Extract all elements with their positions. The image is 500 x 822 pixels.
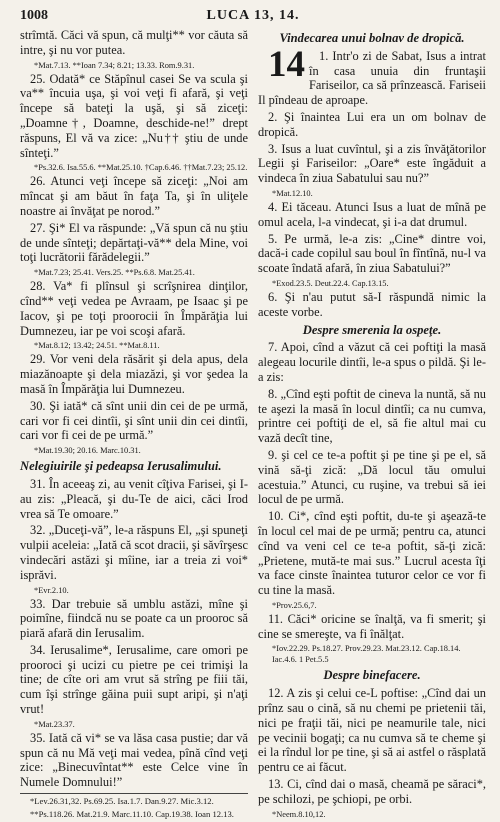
verse-28: 28. Va* fi plînsul şi scrîşnirea dinţilor, cînd** veţi vedea pe Avraam, pe Isaac şi pe Iacov, şi pe toţi proorocii în Împărăţia lui Dumnezeu, iar pe voi scoşi afară. [20,279,248,338]
verse-2: 2. Şi înaintea Lui era un om bolnav de dropică. [258,109,486,139]
verse-30: 30. Şi iată* că sînt unii din cei de pe urmă, cari vor fi cei dintîi, şi sînt unii din cei dintîi, cari vor fi cei de pe urmă.” [20,398,248,443]
cross-reference: *Mat.8.12; 13.42; 24.51. **Mat.8.11. [34,341,160,351]
cross-reference: *Prov.25.6,7. [272,600,317,610]
right-column [258,28,486,822]
section-heading: Despre binefacere. [323,668,421,683]
verse-32: 32. „Duceţi-vă”, le-a răspuns El, „şi spuneţi vulpii aceleia: „Iată că scot dracii, şi săvîrşesc vindecări astăzi şi mîine, iar a treia zi voi* isprăvi. [20,523,248,582]
chapter-number: 14 [268,43,305,85]
cross-reference: *Evr.2.10. [34,585,69,595]
cross-reference: *Mat.7.13. **Ioan 7.34; 8.21; 13.33. Rom.9.31. [34,60,195,70]
verse-7: 7. Apoi, cînd a văzut că cei poftiţi la masă alegeau locurile dintîi, le-a spus o pildă. Şi le-a zis: [258,340,486,384]
verse-6: 6. Şi n'au putut să-I răspundă nimic la aceste vorbe. [258,289,486,319]
verse-26: 26. Atunci veţi începe să ziceţi: „Noi am mîncat şi am băut în faţa Ta, şi în uliţele noastre ai învăţat pe norod.” [20,174,248,218]
page-header [20,8,486,28]
verse-27: 27. Şi* El va răspunde: „Vă spun că nu ştiu de unde sînteţi; depărtaţi-vă** dela Mine, voi toţi lucrătorii fărădelegii.” [20,220,248,265]
verse-34: 34. Ierusalime*, Ierusalime, care omori pe prooroci şi ucizi cu pietre pe cei trimişi la tine; de cîte ori am vrut să strîng pe fiii tăi, cum îşi strînge găina puii supt aripi, şi n'aţi vrut! [20,642,248,717]
section-heading: Nelegiuirile şi pedeapsa Ierusalimului. [20,459,222,474]
verse-3: 3. Isus a luat cuvîntul, şi a zis învăţătorilor Legii şi Fariseilor: „Oare* este îngăduit a vindeca în ziua Sabatului sau nu?” [258,141,486,186]
verse-24-continued: strîmtă. Căci vă spun, că mulţi** vor căuta să intre, şi nu vor putea. [20,28,248,57]
cross-reference: *Mat.23.37. [34,719,75,729]
left-column [20,28,248,822]
verse-4: 4. Ei tăceau. Atunci Isus a luat de mînă pe omul acela, l-a vindecat, şi i-a dat drumul. [258,199,486,229]
section-heading: Despre smerenia la ospeţe. [302,322,442,337]
cross-reference: *Neem.8.10,12. [272,809,326,819]
two-column-body [20,28,486,822]
page-number: 1008 [20,8,48,23]
footnote-divider [20,793,248,794]
verse-13: 13. Ci, cînd dai o masă, cheamă pe săraci*, pe schilozi, pe şchiopi, pe orbi. [258,777,486,806]
verse-10: 10. Ci*, cînd eşti poftit, du-te şi aşează-te în locul cel mai de pe urmă; pentru ca, atunci cînd va veni cel ce te-a poftit, să-ţi zică: „Prietene, mută-te mai sus.” Lucrul acesta îţi va face cinste înaintea tuturor celor ce vor fi cu tine la masă. [258,509,486,598]
footnote: **Ps.118.26. Mat.21.9. Marc.11.10. Cap.19.38. Ioan 12.13. [30,809,234,820]
verse-25: 25. Odată* ce Stăpînul casei Se va scula şi va** încuia uşa, şi voi veţi fi afară, şi veţi începe să bateţi la uşă, şi să ziceţi: „Doamne†, Doamne, deschide-ne!” drept răspuns, El vă va zice: „Nu†† ştiu de unde sînteţi.” [20,71,248,160]
verse-31: 31. În aceeaş zi, au venit cîţiva Farisei, şi I-au zis: „Pleacă, şi du-Te de aici, căci Irod vrea să Te omoare.” [20,476,248,521]
verse-29: 29. Vor veni dela răsărit şi dela apus, dela miazănoapte şi dela miazăzi, şi vor şedea la masă în Împărăţia lui Dumnezeu. [20,352,248,396]
verse-5: 5. Pe urmă, le-a zis: „Cine* dintre voi, dacă-i cade copilul sau boul în fîntînă, nu-l va scoate îndată afară, în ziua Sabatului?” [258,231,486,276]
verse-1 [258,43,486,108]
verse-11: 11. Căci* oricine se înalţă, va fi smerit; şi cine se smereşte, va fi înălţat. [258,611,486,641]
verse-35: 35. Iată că vi* se va lăsa casa pustie; dar vă spun că nu Mă veţi mai vedea, pînă cînd veţi zice: „Binecuvîntat** este Celce vine în Numele Domnului!” [20,730,248,790]
verse-9: 9. şi cel ce te-a poftit şi pe tine şi pe el, să vină să-ţi zică: „Dă locul tău omului acestuia.” Atunci, cu ruşine, va trebui să iei locul de pe urmă. [258,447,486,507]
cross-reference: *Mat.7.23; 25.41. Vers.25. **Ps.6.8. Mat.25.41. [34,268,195,278]
cross-reference: *Exod.23.5. Deut.22.4. Cap.13.15. [272,278,389,288]
cross-reference: *Mat.12.10. [272,188,313,198]
cross-reference: *Mat.19.30; 20.16. Marc.10.31. [34,446,141,456]
verse-8: 8. „Cînd eşti poftit de cineva la nuntă, să nu te aşezi la masă în locul dintîi; ca nu cumva, printre cei poftiţi de el, să fie altul mai cu vază decît tine, [258,386,486,446]
verse-12: 12. A zis şi celui ce-L poftise: „Cînd dai un prînz sau o cină, să nu chemi pe prietenii tăi, nici pe fraţii tăi, nici pe neamurile tale, nici pe vecinii bogaţi; ca nu cumva să te cheme şi ei la rîndul lor pe tine, şi să ai astfel o răsplată pentru ce ai făcut. [258,686,486,775]
verse-33: 33. Dar trebuie să umblu astăzi, mîne şi poimîne, fiindcă nu se poate ca un prooroc să piară afară din Ierusalim. [20,596,248,641]
footnote: *Lev.26.31,32. Ps.69.25. Isa.1.7. Dan.9.27. Mic.3.12. [30,796,214,807]
cross-reference: *Iov.22.29. Ps.18.27. Prov.29.23. Mat.23.12. Cap.18.14. Iac.4.6. 1 Pet.5.5 [272,644,461,665]
cross-reference: *Ps.32.6. Isa.55.6. **Mat.25.10. †Cap.6.46. ††Mat.7.23; 25.12. [34,163,248,173]
section-heading: Vindecarea unui bolnav de dropică. [279,31,465,45]
verse-1-text: 1. Intr'o zi de Sabat, Isus a intrat în casa unuia din fruntaşii Fariseilor, ca să prînzească. Fariseii Il pîndeau de aproape. [258,48,486,108]
running-title: LUCA 13, 14. [206,8,300,23]
